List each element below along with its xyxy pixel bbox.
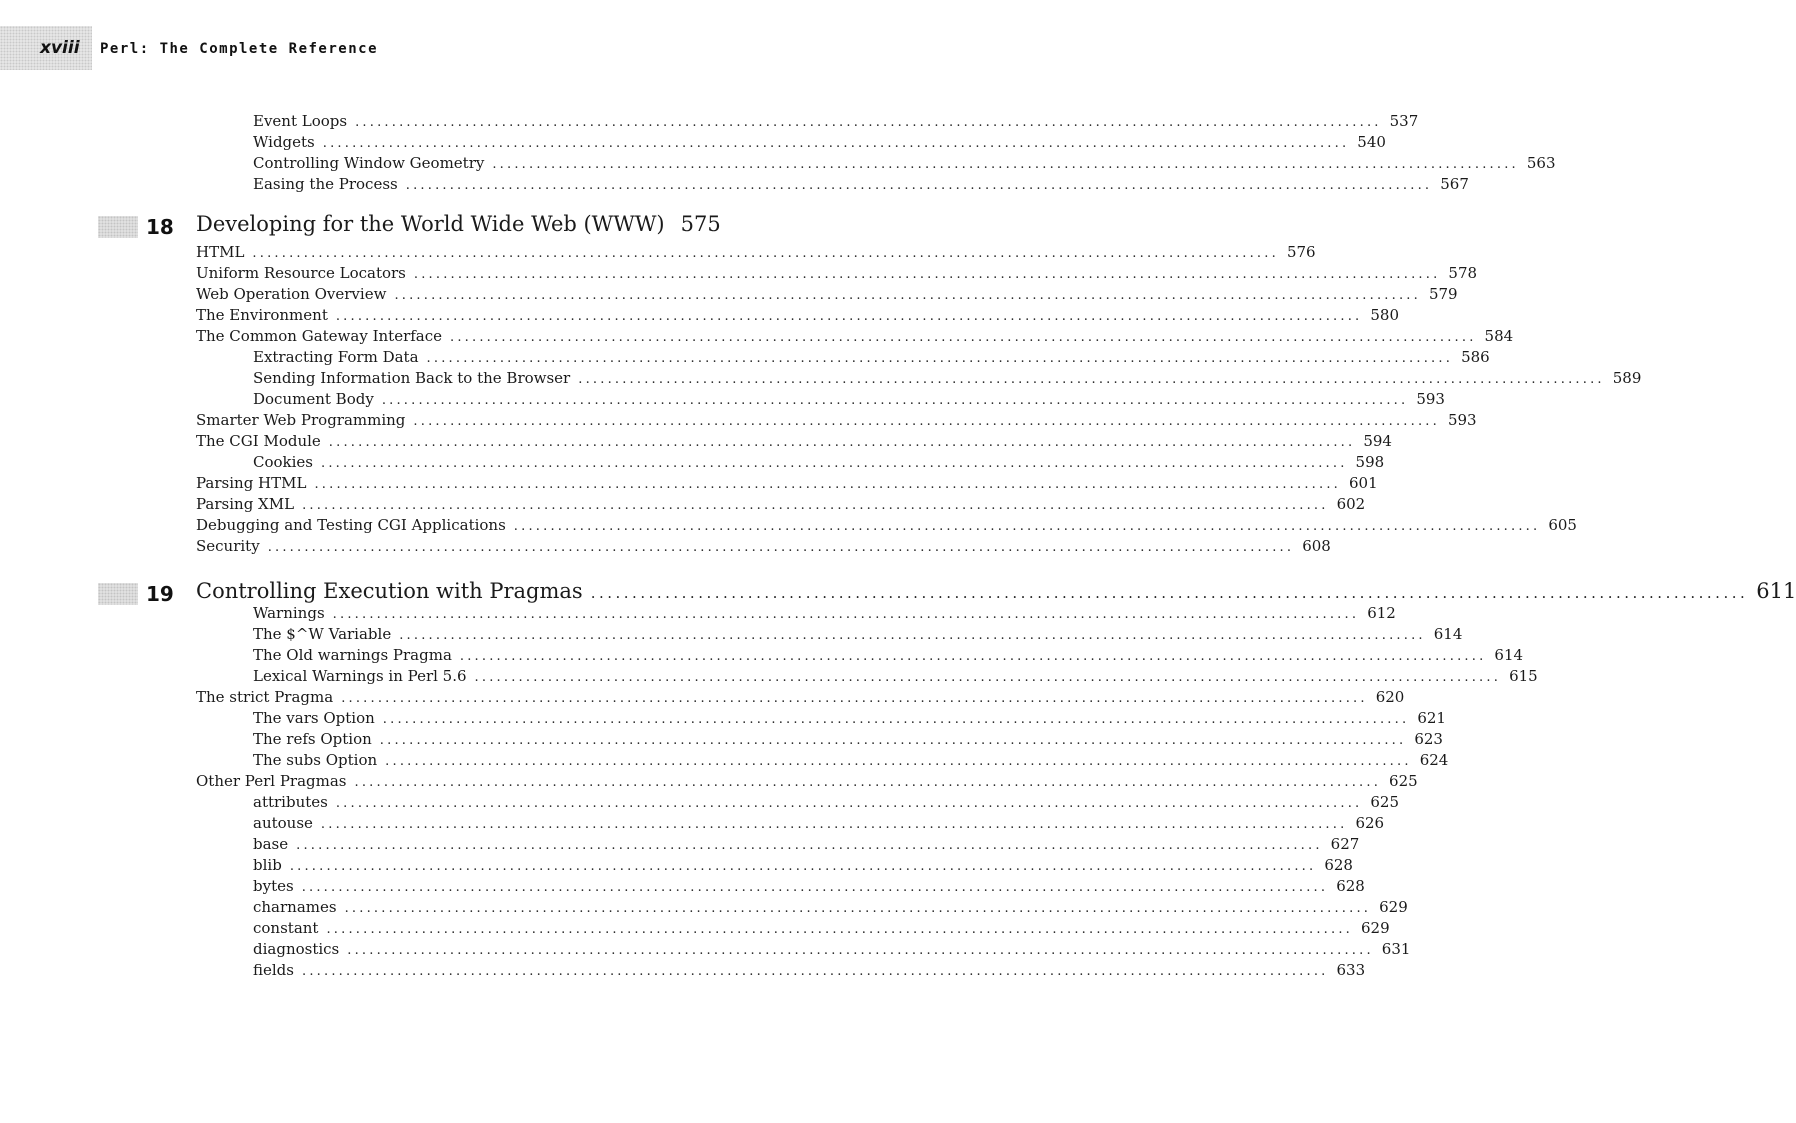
- toc-entry: The Environment ............................................................................................................................................ 580: [196, 306, 1400, 324]
- leader-dots: ............................................................................................................................................: [332, 607, 1360, 622]
- toc-entry: The Common Gateway Interface ............................................................................................................................................ 584: [196, 327, 1514, 345]
- toc-entry: Uniform Resource Locators ............................................................................................................................................ 578: [196, 264, 1478, 282]
- chapter-number: 18: [146, 215, 174, 239]
- leader-dots: ............................................................................................................................................: [426, 351, 1454, 366]
- leader-dots: ............................................................................................................................................: [513, 519, 1541, 534]
- page-number: 623: [1414, 730, 1443, 748]
- page-number: 615: [1509, 667, 1538, 685]
- page-number: 584: [1484, 327, 1514, 345]
- page-number: 537: [1389, 112, 1419, 130]
- page-number: 605: [1548, 516, 1577, 534]
- leader-dots: ............................................................................................................................................: [341, 691, 1368, 706]
- page-number: 601: [1349, 474, 1378, 492]
- leader-dots: ............................................................................................................................................: [413, 414, 1440, 429]
- leader-dots: ............................................................................................................................................: [267, 540, 1295, 555]
- page-number: 608: [1302, 537, 1331, 555]
- chapter-marker-bar: [98, 583, 138, 605]
- running-title: Perl: The Complete Reference: [100, 41, 379, 57]
- leader-dots: ............................................................................................................................................: [322, 136, 1350, 151]
- leader-dots: ............................................................................................................................................: [301, 964, 1329, 979]
- page-number: 576: [1286, 243, 1316, 261]
- page-number: 628: [1336, 877, 1365, 895]
- chapter-number: 19: [146, 582, 174, 606]
- toc-entry: bytes ............................................................................................................................................ 628: [253, 877, 1365, 895]
- leader-dots: ............................................................................................................................................: [399, 628, 1426, 643]
- page-number: 602: [1336, 495, 1366, 513]
- chapter-title: Controlling Execution with Pragmas: [196, 579, 583, 603]
- leader-dots: ............................................................................................................................................: [320, 817, 1348, 832]
- page-number: 594: [1363, 432, 1392, 450]
- page-number: 612: [1367, 604, 1396, 622]
- leader-dots: ............................................................................................................................................: [385, 754, 1412, 769]
- leader-dots: ............................................................................................................................................: [492, 157, 1519, 172]
- toc-entry: Parsing XML ............................................................................................................................................ 602: [196, 495, 1366, 513]
- leader-dots: ............................................................................................................................................: [314, 477, 1341, 492]
- leader-dots: ............................................................................................................................................: [321, 456, 1348, 471]
- leader-dots: ............................................................................................................................................: [252, 246, 1279, 261]
- toc-entry: Parsing HTML ............................................................................................................................................ 601: [196, 474, 1378, 492]
- toc-entry: charnames ............................................................................................................................................ 629: [253, 898, 1408, 916]
- toc-entry: Warnings ............................................................................................................................................ 612: [253, 604, 1396, 622]
- page-number: 620: [1375, 688, 1405, 706]
- toc-entry: Web Operation Overview ............................................................................................................................................ 579: [196, 285, 1458, 303]
- toc-entry: constant ............................................................................................................................................ 629: [253, 919, 1390, 937]
- toc-entry: Easing the Process ............................................................................................................................................ 567: [253, 175, 1469, 193]
- page-number: 621: [1417, 709, 1446, 727]
- toc-entry: Extracting Form Data ............................................................................................................................................ 586: [253, 348, 1490, 366]
- leader-dots: ............................................................................................................................................: [355, 115, 1382, 130]
- page-number: 567: [1440, 175, 1469, 193]
- page-number: 628: [1324, 856, 1353, 874]
- leader-dots: ............................................................................................................................................: [326, 922, 1353, 937]
- page-number: 624: [1419, 751, 1449, 769]
- leader-dots: ............................................................................................................................................: [344, 901, 1372, 916]
- toc-entry: Smarter Web Programming ............................................................................................................................................ 593: [196, 411, 1477, 429]
- leader-dots: ............................................................................................................................................: [301, 880, 1329, 895]
- leader-dots: ............................................................................................................................................: [302, 498, 1329, 513]
- page-number: 578: [1448, 264, 1478, 282]
- page-folio: xviii: [40, 38, 80, 58]
- toc-entry: fields ............................................................................................................................................ 633: [253, 961, 1366, 979]
- page-number: 625: [1389, 772, 1418, 790]
- chapter-marker-bar: [98, 216, 138, 238]
- leader-dots: ............................................................................................................................................: [394, 288, 1421, 303]
- toc-entry: Debugging and Testing CGI Applications ............................................................................................................................................ 605: [196, 516, 1577, 534]
- page-number: 629: [1360, 919, 1390, 937]
- leader-dots: ............................................................................................................................................: [379, 733, 1407, 748]
- page-number: 586: [1461, 348, 1490, 366]
- toc-entry: blib ............................................................................................................................................ 628: [253, 856, 1353, 874]
- toc-entry: The refs Option ............................................................................................................................................ 623: [253, 730, 1443, 748]
- toc-entry: Document Body ............................................................................................................................................ 593: [253, 390, 1445, 408]
- page-number: 633: [1336, 961, 1366, 979]
- toc-entry: Controlling Window Geometry ............................................................................................................................................ 563: [253, 154, 1556, 172]
- leader-dots: ............................................................................................................................................: [578, 372, 1605, 387]
- page-number: 540: [1357, 133, 1386, 151]
- page-number: 614: [1433, 625, 1463, 643]
- toc-entry: The Old warnings Pragma ............................................................................................................................................ 614: [253, 646, 1524, 664]
- page-number: 593: [1447, 411, 1477, 429]
- toc-entry: HTML ............................................................................................................................................ 576: [196, 243, 1316, 261]
- chapter-heading: [196, 212, 721, 236]
- leader-dots: ............................................................................................................................................: [335, 309, 1363, 324]
- page-number: 625: [1370, 793, 1400, 811]
- page-number: 598: [1355, 453, 1385, 471]
- toc-entry: attributes ............................................................................................................................................ 625: [253, 793, 1400, 811]
- leader-dots: ............................................................................................................................................: [450, 330, 1477, 345]
- toc-entry: Sending Information Back to the Browser ............................................................................................................................................ 589: [253, 369, 1642, 387]
- page-number: 579: [1428, 285, 1458, 303]
- leader-dots: ............................................................................................................................................: [590, 584, 1749, 602]
- chapter-title: Developing for the World Wide Web (WWW): [196, 212, 665, 236]
- leader-dots: ............................................................................................................................................: [382, 712, 1410, 727]
- page-number: 593: [1416, 390, 1445, 408]
- leader-dots: ............................................................................................................................................: [328, 435, 1356, 450]
- leader-dots: ............................................................................................................................................: [296, 838, 1323, 853]
- page-number: 589: [1612, 369, 1642, 387]
- toc-entry: The CGI Module ............................................................................................................................................ 594: [196, 432, 1392, 450]
- page-number: 563: [1526, 154, 1556, 172]
- page-number: 626: [1355, 814, 1385, 832]
- toc-entry: Lexical Warnings in Perl 5.6 ............................................................................................................................................ 615: [253, 667, 1538, 685]
- leader-dots: ............................................................................................................................................: [459, 649, 1487, 664]
- toc-entry: Security ............................................................................................................................................ 608: [196, 537, 1331, 555]
- page-header: [0, 0, 816, 100]
- toc-entry: autouse ............................................................................................................................................ 626: [253, 814, 1385, 832]
- leader-dots: ............................................................................................................................................: [474, 670, 1502, 685]
- page-number: 580: [1370, 306, 1400, 324]
- toc-entry: base ............................................................................................................................................ 627: [253, 835, 1360, 853]
- page-number: 627: [1330, 835, 1360, 853]
- leader-dots: ............................................................................................................................................: [413, 267, 1441, 282]
- toc-entry: diagnostics ............................................................................................................................................ 631: [253, 940, 1411, 958]
- leader-dots: ............................................................................................................................................: [335, 796, 1363, 811]
- leader-dots: ............................................................................................................................................: [354, 775, 1382, 790]
- toc-entry: Cookies ............................................................................................................................................ 598: [253, 453, 1385, 471]
- toc-entry: Other Perl Pragmas ............................................................................................................................................ 625: [196, 772, 1418, 790]
- chapter-page-number: 611: [1756, 579, 1796, 603]
- leader-dots: ............................................................................................................................................: [405, 178, 1433, 193]
- page-number: 614: [1494, 646, 1524, 664]
- page-number: 629: [1379, 898, 1408, 916]
- toc-entry: The $^W Variable ............................................................................................................................................ 614: [253, 625, 1463, 643]
- chapter-heading: [196, 579, 1796, 603]
- toc-entry: Event Loops ............................................................................................................................................ 537: [253, 112, 1419, 130]
- page-number: 631: [1381, 940, 1411, 958]
- leader-dots: ............................................................................................................................................: [381, 393, 1409, 408]
- leader-dots: ............................................................................................................................................: [347, 943, 1374, 958]
- toc-entry: Widgets ............................................................................................................................................ 540: [253, 133, 1386, 151]
- toc-entry: The vars Option ............................................................................................................................................ 621: [253, 709, 1446, 727]
- chapter-page-number: 575: [680, 212, 721, 236]
- leader-dots: ............................................................................................................................................: [289, 859, 1317, 874]
- toc-entry: The subs Option ............................................................................................................................................ 624: [253, 751, 1449, 769]
- toc-entry: The strict Pragma ............................................................................................................................................ 620: [196, 688, 1405, 706]
